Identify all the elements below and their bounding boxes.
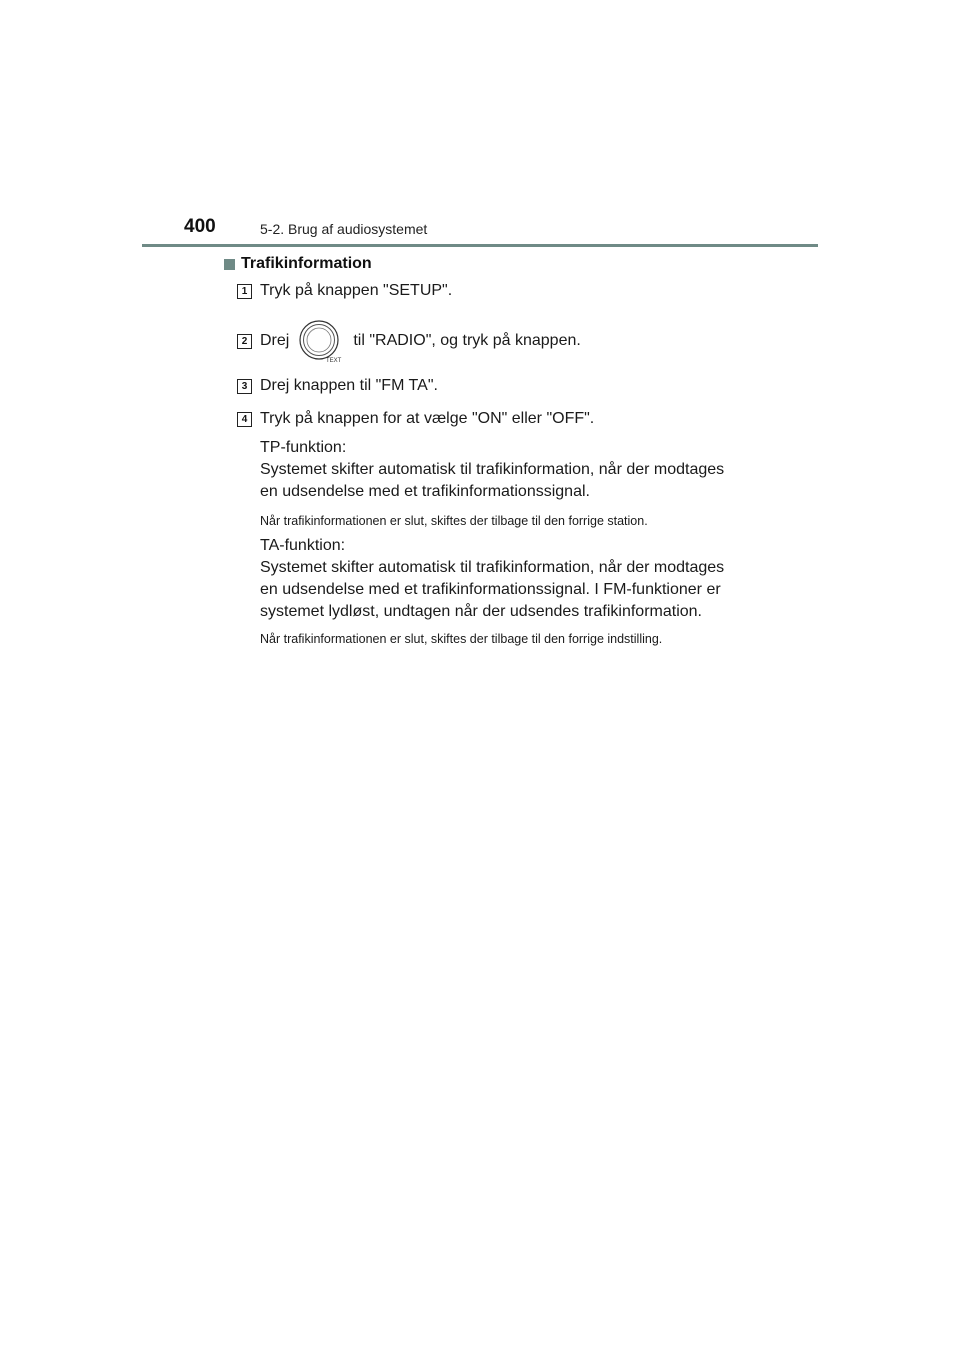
step-2-text-before: Drej — [260, 332, 290, 349]
tp-title: TP-funktion: — [260, 439, 347, 456]
chapter-title: 5-2. Brug af audiosystemet — [260, 221, 428, 237]
square-bullet-icon — [224, 259, 235, 270]
step-2-text-after: til "RADIO", og tryk på knappen. — [353, 332, 581, 349]
tp-note: Når trafikinformationen er slut, skiftes der tilbage til den forrige station. — [260, 514, 648, 528]
step-number-4: 4 — [237, 412, 252, 427]
ta-line-1: Systemet skifter automatisk til trafikinformation, når der modtages — [260, 559, 725, 576]
section-heading — [224, 255, 372, 273]
step-1-text: Tryk på knappen "SETUP". — [260, 282, 453, 299]
ta-title: TA-funktion: — [260, 537, 346, 554]
step-3-text: Drej knappen til "FM TA". — [260, 377, 438, 394]
step-1 — [237, 282, 452, 300]
step-number-1: 1 — [237, 284, 252, 299]
knob-label: TEXT — [326, 358, 342, 363]
ta-line-2: en udsendelse med et trafikinformationssignal. I FM-funktioner er — [260, 581, 721, 598]
tp-function-block — [260, 437, 760, 529]
step-4-text: Tryk på knappen for at vælge "ON" eller "OFF". — [260, 410, 595, 427]
step-2 — [237, 319, 581, 363]
header-divider — [142, 244, 818, 247]
page-number: 400 — [184, 216, 216, 237]
tp-line-1: Systemet skifter automatisk til trafikinformation, når der modtages — [260, 461, 725, 478]
step-4 — [237, 410, 594, 428]
section-heading-text: Trafikinformation — [241, 255, 372, 272]
ta-function-block — [260, 535, 760, 647]
step-number-3: 3 — [237, 379, 252, 394]
tune-knob-icon — [298, 319, 342, 363]
step-number-2: 2 — [237, 334, 252, 349]
step-3 — [237, 377, 438, 395]
ta-note: Når trafikinformationen er slut, skiftes der tilbage til den forrige indstilling. — [260, 632, 663, 646]
tp-line-2: en udsendelse med et trafikinformationssignal. — [260, 483, 590, 500]
ta-line-3: systemet lydløst, undtagen når der udsendes trafikinformation. — [260, 603, 702, 620]
